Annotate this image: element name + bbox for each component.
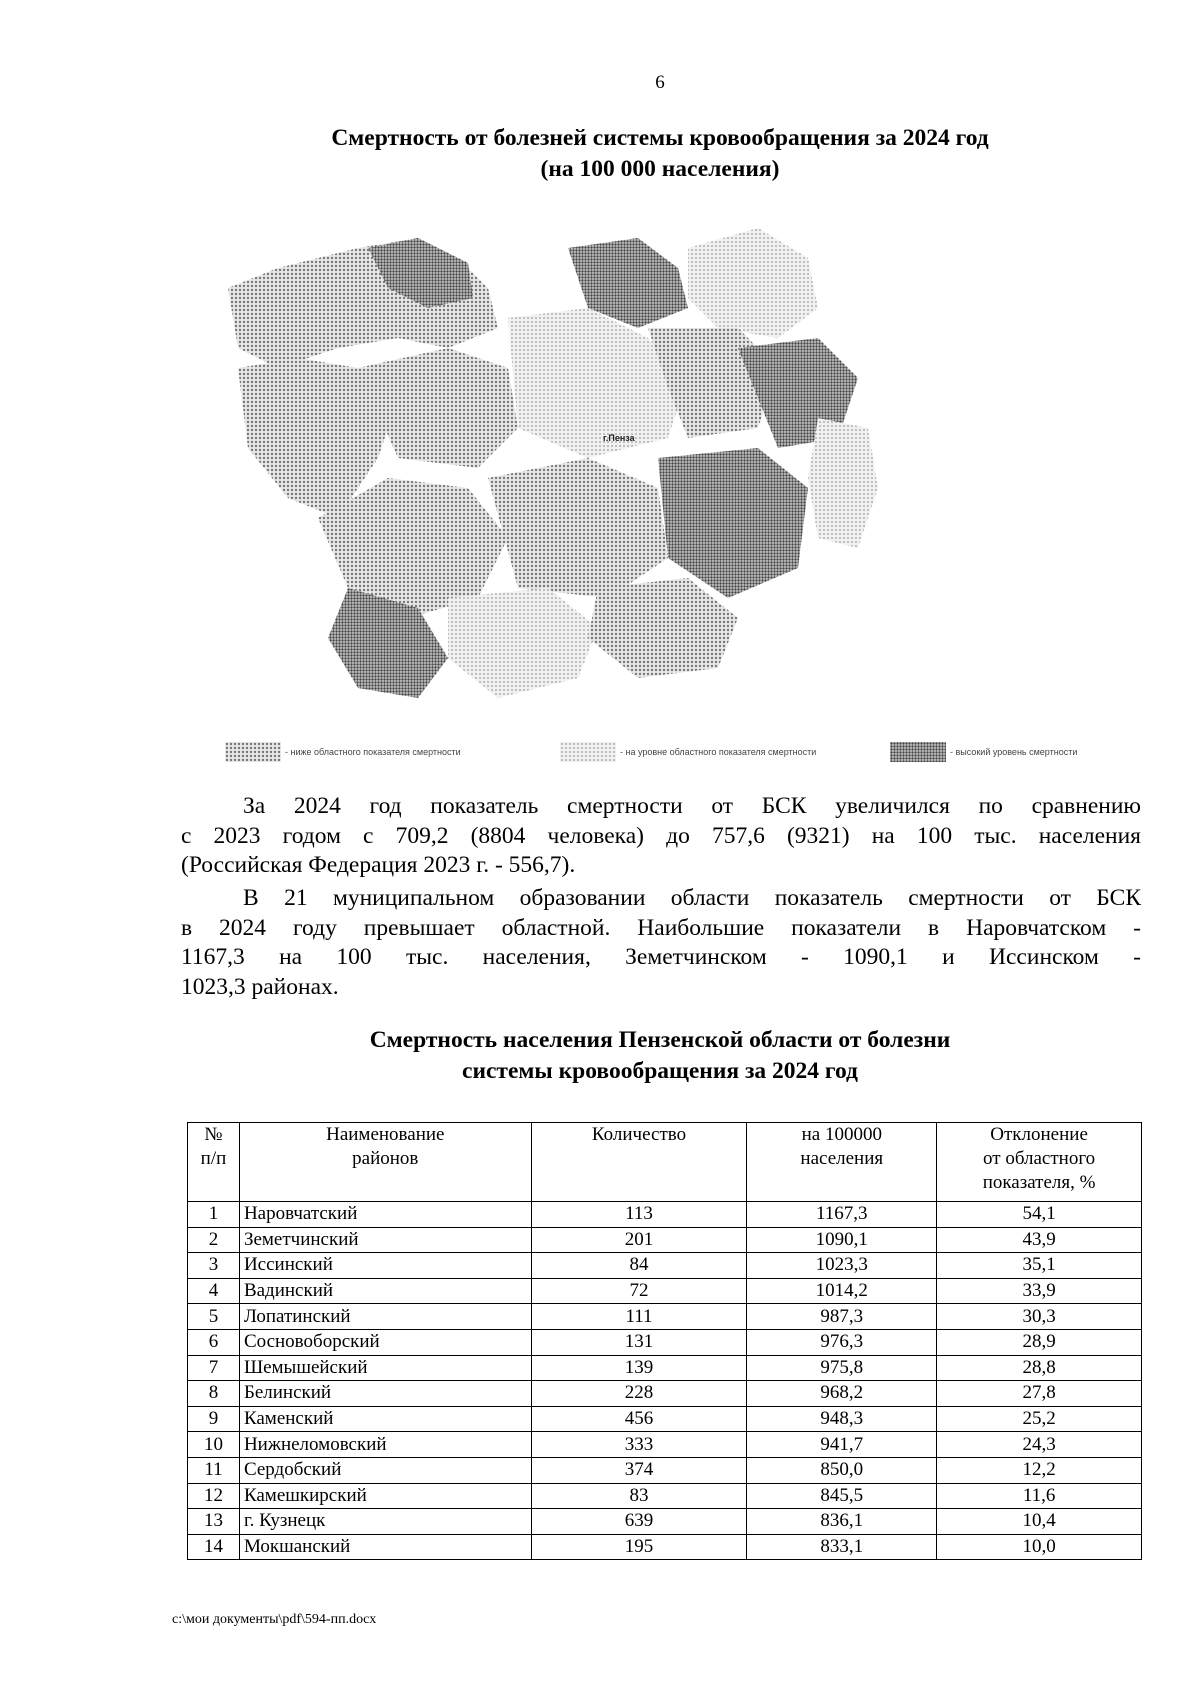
row-district-name-cell: г. Кузнецк xyxy=(239,1509,531,1535)
row-number-cell: 10 xyxy=(188,1432,240,1458)
row-district-name-cell: Сердобский xyxy=(239,1457,531,1483)
paragraph-2-line3: 1167,3 на 100 тыс. населения, Земетчинском - 1090,1 и Иссинском - xyxy=(181,944,1141,970)
district-south-east-low xyxy=(588,578,738,678)
header-count xyxy=(531,1123,747,1202)
row-number-cell: 14 xyxy=(188,1534,240,1560)
row-deviation-cell: 12,2 xyxy=(937,1457,1142,1483)
header-number xyxy=(188,1123,240,1202)
row-number-cell: 12 xyxy=(188,1483,240,1509)
district-southeast xyxy=(658,448,808,598)
row-count-cell: 72 xyxy=(531,1278,747,1304)
row-rate-cell: 987,3 xyxy=(747,1304,937,1330)
row-district-name-cell: Нижнеломовский xyxy=(239,1432,531,1458)
row-number-cell: 5 xyxy=(188,1304,240,1330)
region-mortality-map xyxy=(218,228,978,738)
row-rate-cell: 833,1 xyxy=(747,1534,937,1560)
row-deviation-cell: 28,9 xyxy=(937,1329,1142,1355)
row-district-name-cell: Наровчатский xyxy=(239,1202,531,1228)
row-deviation-cell: 10,4 xyxy=(937,1509,1142,1535)
row-count-cell: 139 xyxy=(531,1355,747,1381)
legend-label-high: - высокий уровень смертности xyxy=(950,747,1078,757)
row-district-name-cell: Белинский xyxy=(239,1381,531,1407)
district-northwest xyxy=(228,238,498,368)
row-count-cell: 84 xyxy=(531,1253,747,1279)
paragraph-1 xyxy=(181,792,1141,881)
row-rate-cell: 845,5 xyxy=(747,1483,937,1509)
header-per100k-line1: на 100000 xyxy=(801,1124,882,1145)
legend-item-low xyxy=(225,742,461,762)
header-deviation-line2: от областного xyxy=(983,1148,1096,1169)
row-count-cell: 333 xyxy=(531,1432,747,1458)
map-districts xyxy=(228,228,878,698)
map-title-line1: Смертность от болезней системы кровообращения за 2024 год xyxy=(331,125,989,151)
row-deviation-cell: 33,9 xyxy=(937,1278,1142,1304)
row-number-cell: 11 xyxy=(188,1457,240,1483)
table-row xyxy=(188,1227,1142,1253)
row-deviation-cell: 43,9 xyxy=(937,1227,1142,1253)
row-district-name-cell: Камешкирский xyxy=(239,1483,531,1509)
row-district-name-cell: Лопатинский xyxy=(239,1304,531,1330)
table-row xyxy=(188,1253,1142,1279)
map-legend xyxy=(225,742,1125,764)
row-number-cell: 2 xyxy=(188,1227,240,1253)
header-deviation-line3: показателя, % xyxy=(982,1172,1096,1193)
header-number-line1: № xyxy=(204,1124,223,1145)
row-rate-cell: 968,2 xyxy=(747,1381,937,1407)
row-district-name-cell: Земетчинский xyxy=(239,1227,531,1253)
row-count-cell: 228 xyxy=(531,1381,747,1407)
row-number-cell: 6 xyxy=(188,1329,240,1355)
row-rate-cell: 1023,3 xyxy=(747,1253,937,1279)
row-number-cell: 1 xyxy=(188,1202,240,1228)
row-count-cell: 201 xyxy=(531,1227,747,1253)
row-number-cell: 9 xyxy=(188,1406,240,1432)
row-number-cell: 7 xyxy=(188,1355,240,1381)
row-district-name-cell: Иссинский xyxy=(239,1253,531,1279)
legend-item-mid xyxy=(560,742,816,762)
table-row xyxy=(188,1355,1142,1381)
row-rate-cell: 850,0 xyxy=(747,1457,937,1483)
table-title xyxy=(0,1025,1200,1087)
row-district-name-cell: Сосновоборский xyxy=(239,1329,531,1355)
header-count-line1: Количество xyxy=(591,1124,687,1145)
legend-label-low: - ниже областного показателя смертности xyxy=(285,747,461,757)
header-number-line2: п/п xyxy=(200,1148,227,1169)
row-deviation-cell: 28,8 xyxy=(937,1355,1142,1381)
row-count-cell: 374 xyxy=(531,1457,747,1483)
legend-label-mid: - на уровне областного показателя смертности xyxy=(620,747,817,757)
district-northeast xyxy=(688,228,818,338)
row-rate-cell: 975,8 xyxy=(747,1355,937,1381)
footer-file-path: c:\мои документы\pdf\594-пп.docx xyxy=(172,1612,377,1627)
row-count-cell: 456 xyxy=(531,1406,747,1432)
row-rate-cell: 1167,3 xyxy=(747,1202,937,1228)
map-title-line2: (на 100 000 населения) xyxy=(540,156,780,182)
high-dot-pattern-icon xyxy=(890,742,946,762)
table-row xyxy=(188,1432,1142,1458)
header-per100k xyxy=(747,1123,937,1202)
row-deviation-cell: 30,3 xyxy=(937,1304,1142,1330)
row-count-cell: 111 xyxy=(531,1304,747,1330)
row-deviation-cell: 24,3 xyxy=(937,1432,1142,1458)
table-row xyxy=(188,1457,1142,1483)
paragraph-2-line2: в 2024 году превышает областной. Наибольшие показатели в Наровчатском - xyxy=(181,914,1141,941)
header-name-line1: Наименование xyxy=(326,1124,445,1145)
row-number-cell: 13 xyxy=(188,1509,240,1535)
row-rate-cell: 976,3 xyxy=(747,1329,937,1355)
table-row xyxy=(188,1202,1142,1228)
row-district-name-cell: Мокшанский xyxy=(239,1534,531,1560)
map-title xyxy=(0,123,1200,185)
row-deviation-cell: 11,6 xyxy=(937,1483,1142,1509)
low-dot-pattern-icon xyxy=(225,742,281,762)
table-row xyxy=(188,1406,1142,1432)
row-rate-cell: 948,3 xyxy=(747,1406,937,1432)
paragraph-1-line3: (Российская Федерация 2023 г. - 556,7). xyxy=(181,852,576,878)
row-number-cell: 3 xyxy=(188,1253,240,1279)
district-south-center xyxy=(488,458,668,598)
row-count-cell: 83 xyxy=(531,1483,747,1509)
row-district-name-cell: Вадинский xyxy=(239,1278,531,1304)
row-count-cell: 639 xyxy=(531,1509,747,1535)
row-count-cell: 113 xyxy=(531,1202,747,1228)
table-row xyxy=(188,1329,1142,1355)
row-count-cell: 195 xyxy=(531,1534,747,1560)
paragraph-2-line4: 1023,3 районах. xyxy=(181,973,339,1000)
row-district-name-cell: Шемышейский xyxy=(239,1355,531,1381)
table-row xyxy=(188,1483,1142,1509)
header-per100k-line2: населения xyxy=(800,1148,884,1169)
row-count-cell: 131 xyxy=(531,1329,747,1355)
table-title-line2: системы кровообращения за 2024 год xyxy=(462,1058,858,1084)
district-west-center xyxy=(358,348,518,468)
row-rate-cell: 941,7 xyxy=(747,1432,937,1458)
row-deviation-cell: 10,0 xyxy=(937,1534,1142,1560)
paragraph-1-line2: с 2023 годом с 709,2 (8804 человека) до 757,6 (9321) на 100 тыс. населения xyxy=(181,822,1141,849)
table-row xyxy=(188,1304,1142,1330)
paragraph-2-line1: В 21 муниципальном образовании области показатель смертности от БСК xyxy=(243,885,1141,911)
header-deviation-line1: Отклонение xyxy=(990,1124,1088,1145)
mid-dot-pattern-icon xyxy=(560,742,616,762)
mortality-table xyxy=(187,1122,1142,1560)
row-deviation-cell: 27,8 xyxy=(937,1381,1142,1407)
table-title-line1: Смертность населения Пензенской области от болезни xyxy=(369,1027,951,1053)
legend-item-high xyxy=(890,742,1077,762)
row-deviation-cell: 54,1 xyxy=(937,1202,1142,1228)
header-name-line2: районов xyxy=(352,1148,419,1169)
paragraph-1-line1: За 2024 год показатель смертности от БСК увеличился по сравнению xyxy=(243,793,1141,819)
row-district-name-cell: Каменский xyxy=(239,1406,531,1432)
row-number-cell: 8 xyxy=(188,1381,240,1407)
page-number: 6 xyxy=(655,72,665,93)
row-deviation-cell: 35,1 xyxy=(937,1253,1142,1279)
header-deviation xyxy=(937,1123,1142,1202)
district-south xyxy=(448,588,598,698)
table-row xyxy=(188,1381,1142,1407)
row-rate-cell: 1090,1 xyxy=(747,1227,937,1253)
row-deviation-cell: 25,2 xyxy=(937,1406,1142,1432)
paragraph-2 xyxy=(181,884,1141,1002)
table-body xyxy=(188,1202,1142,1560)
table-row xyxy=(188,1534,1142,1560)
row-number-cell: 4 xyxy=(188,1278,240,1304)
table-row xyxy=(188,1509,1142,1535)
row-rate-cell: 836,1 xyxy=(747,1509,937,1535)
table-row xyxy=(188,1278,1142,1304)
row-rate-cell: 1014,2 xyxy=(747,1278,937,1304)
header-name xyxy=(239,1123,531,1202)
map-city-label: г.Пенза xyxy=(603,433,635,443)
district-far-east xyxy=(808,418,878,548)
table-header-row xyxy=(188,1123,1142,1202)
